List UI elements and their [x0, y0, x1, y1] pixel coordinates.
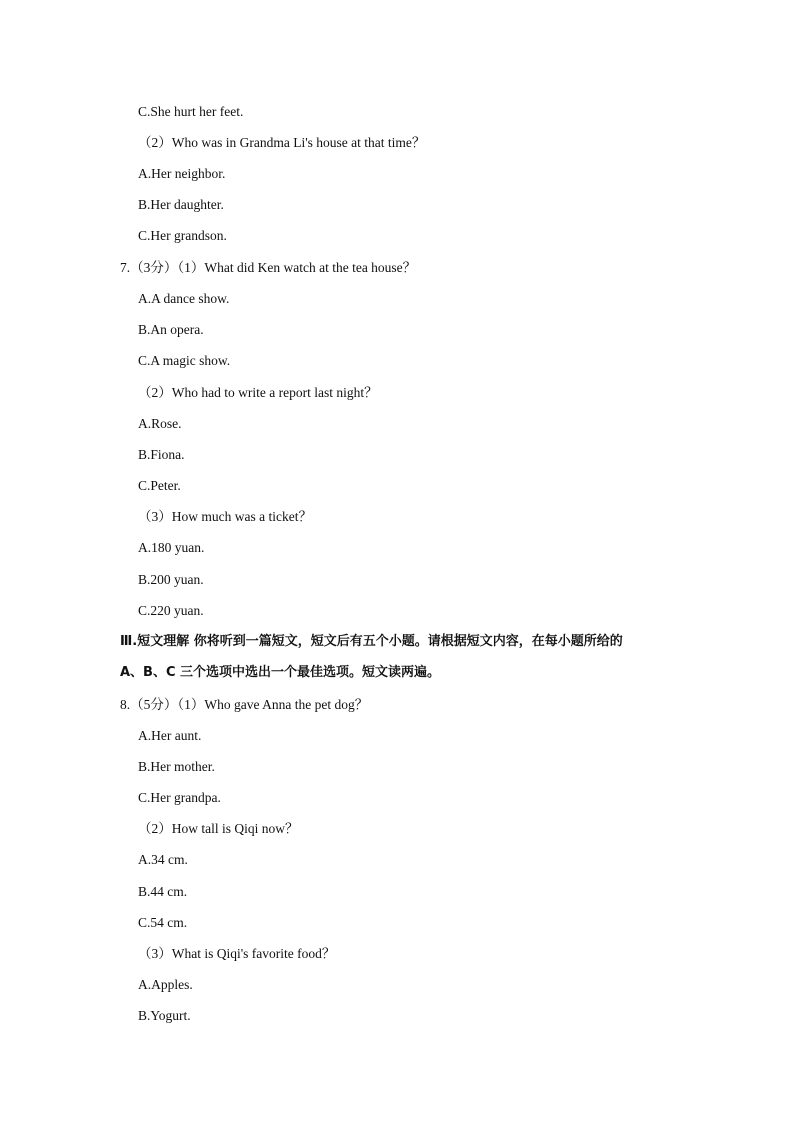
- q8-1-option-a: A.Her aunt.: [138, 728, 202, 743]
- q8-2-option-c: C.54 cm.: [138, 915, 188, 930]
- q7-2-option-b: B.Fiona.: [138, 447, 185, 462]
- section-iii-instruction-line-2: A、B、C 三个选项中选出一个最佳选项。短文读两遍。: [120, 665, 441, 680]
- q7-1-option-c: C.A magic show.: [138, 353, 231, 368]
- q8-1-question: 8.（5分）（1）Who gave Anna the pet dog？: [120, 697, 369, 712]
- q8-1-option-c: C.Her grandpa.: [138, 790, 221, 805]
- q7-1-option-b: B.An opera.: [138, 322, 204, 337]
- q8-1-option-b: B.Her mother.: [138, 759, 215, 774]
- q7-1-option-a: A.A dance show.: [138, 291, 230, 306]
- q7-2-question: （2）Who had to write a report last night？: [138, 385, 378, 400]
- section-iii-instruction-line-1: Ⅲ.短文理解 你将听到一篇短文，短文后有五个小题。请根据短文内容，在每小题所给的: [120, 634, 623, 649]
- q6-1-option-c: C.She hurt her feet.: [138, 104, 244, 119]
- q6-2-option-b: B.Her daughter.: [138, 197, 224, 212]
- q8-2-option-b: B.44 cm.: [138, 884, 188, 899]
- q7-2-option-c: C.Peter.: [138, 478, 181, 493]
- q6-2-question: （2）Who was in Grandma Li's house at that time？: [138, 135, 426, 150]
- q8-3-option-b: B.Yogurt.: [138, 1008, 191, 1023]
- q7-3-option-b: B.200 yuan.: [138, 572, 204, 587]
- q7-3-option-c: C.220 yuan.: [138, 603, 204, 618]
- q7-3-option-a: A.180 yuan.: [138, 540, 205, 555]
- q7-3-question: （3）How much was a ticket？: [138, 509, 312, 524]
- q6-2-option-c: C.Her grandson.: [138, 228, 227, 243]
- q7-2-option-a: A.Rose.: [138, 416, 182, 431]
- q8-2-option-a: A.34 cm.: [138, 852, 188, 867]
- q8-3-option-a: A.Apples.: [138, 977, 193, 992]
- q7-1-question: 7.（3分）（1）What did Ken watch at the tea house？: [120, 260, 417, 275]
- q8-3-question: （3）What is Qiqi's favorite food？: [138, 946, 336, 961]
- q8-2-question: （2）How tall is Qiqi now？: [138, 821, 299, 836]
- q6-2-option-a: A.Her neighbor.: [138, 166, 226, 181]
